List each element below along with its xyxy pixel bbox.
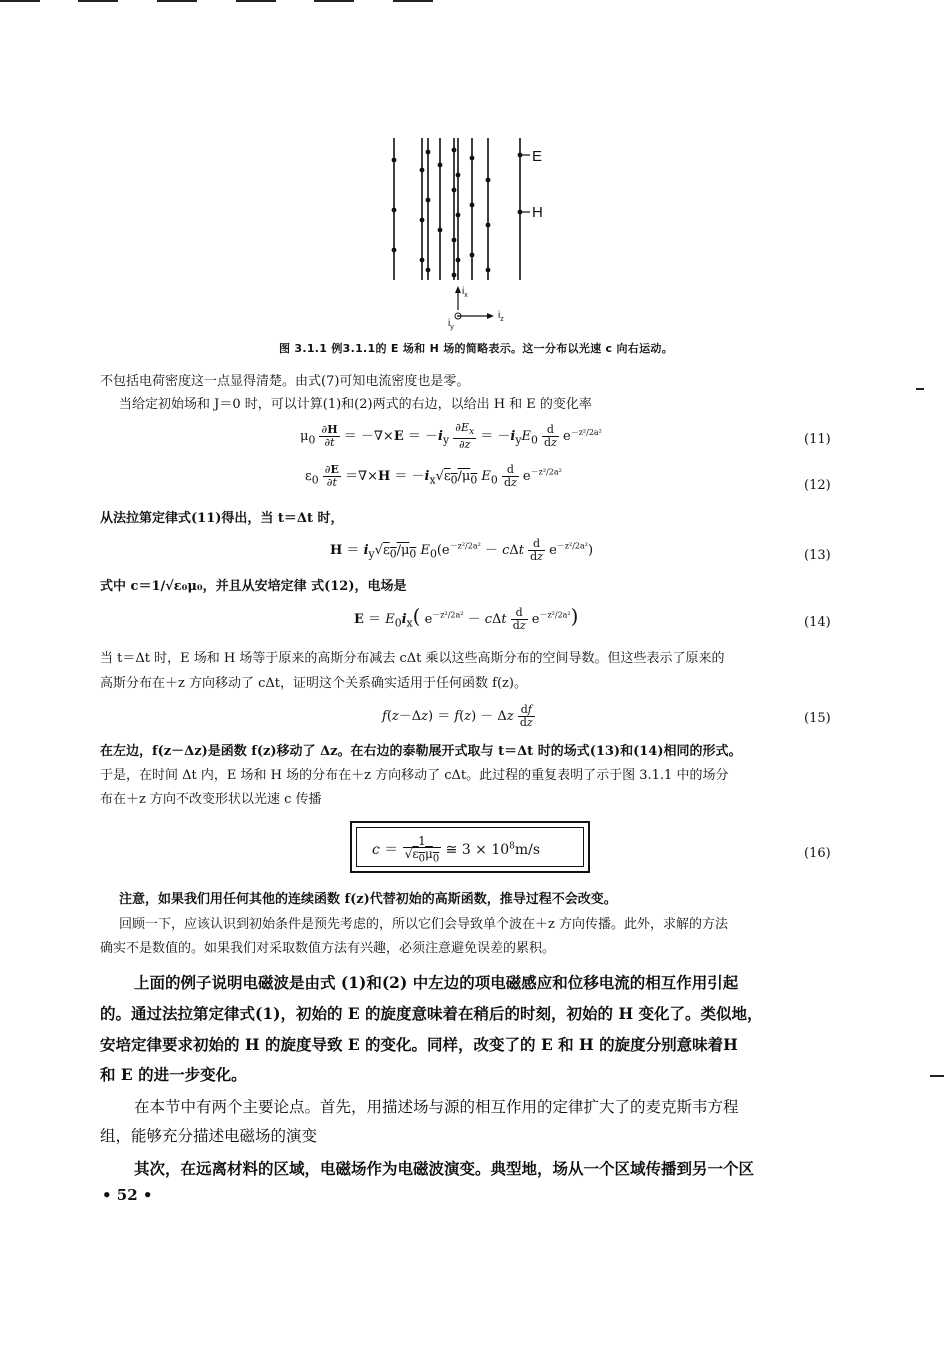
equation-16: c ＝ $\frac{1}{√\varepsilon_0\mu_0}$ ≅ $3 \times 10^8m/s$ bbox=[372, 834, 541, 865]
h-field-label: H bbox=[532, 204, 543, 221]
equation-number-11: (11) bbox=[804, 432, 831, 447]
top-rule bbox=[78, 0, 118, 2]
axis-x-label: $i_x$ bbox=[462, 286, 468, 299]
equation-12: $\varepsilon_0$ $\frac{\partial E}{\partial t}$ $=\nabla\times H = -i_x√\varepsilon_0/\mu_0$ $E_0$ $\frac{d}{dz}$ $e^{-z^2/2a^2}$ bbox=[305, 463, 562, 489]
margin-mark bbox=[930, 1075, 944, 1077]
field-figure bbox=[380, 130, 570, 340]
text-line: 回顾一下，应该认识到初始条件是预先考虑的，所以它们会导致单个波在＋z 方向传播。此外，求解的方法 bbox=[119, 917, 728, 932]
body-line: 上面的例子说明电磁波是由式 (1)和(2) 中左边的项电磁感应和位移电流的相互作用引起 bbox=[134, 973, 739, 992]
top-rule bbox=[314, 0, 354, 2]
text-line: 从法拉第定律式(11)得出，当 t＝Δt 时， bbox=[100, 511, 344, 526]
text-line: 于是，在时间 Δt 内，E 场和 H 场的分布在＋z 方向移动了 cΔt。此过程的重复表明了示于图 3.1.1 中的场分 bbox=[100, 768, 729, 783]
top-rule bbox=[0, 0, 40, 2]
text-line: 当 t＝Δt 时，E 场和 H 场等于原来的高斯分布减去 cΔt 乘以这些高斯分布的空间导数。但这些表示了原来的 bbox=[100, 651, 725, 666]
equation-number-13: (13) bbox=[804, 548, 831, 563]
text-line: 布在＋z 方向不改变形状以光速 c 传播 bbox=[100, 792, 322, 807]
text-line: 在左边，f(z－Δz)是函数 f(z)移动了 Δz。在右边的泰勒展开式取与 t＝Δt 时的场式(13)和(14)相同的形式。 bbox=[100, 744, 742, 759]
equation-14: $E = E_0i_x$( $e^{-z^2/2a^2} - c\Delta t$ $\frac{d}{dz}$ $e^{-z^2/2a^2}$) bbox=[354, 604, 579, 632]
equation-number-12: (12) bbox=[804, 478, 831, 493]
equation-number-15: (15) bbox=[804, 711, 831, 726]
body-line: 安培定律要求初始的 H 的旋度导致 E 的变化。同样，改变了的 E 和 H 的旋度分别意味着H bbox=[100, 1035, 738, 1054]
body-line: 其次，在远离材料的区域，电磁场作为电磁波演变。典型地，场从一个区域传播到另一个区 bbox=[134, 1159, 755, 1178]
text-line: 注意，如果我们用任何其他的连续函数 f(z)代替初始的高斯函数，推导过程不会改变。 bbox=[119, 892, 617, 907]
body-line: 和 E 的进一步变化。 bbox=[100, 1065, 247, 1084]
figure-caption: 图 3.1.1 例3.1.1的 E 场和 H 场的简略表示。这一分布以光速 c 向右运动。 bbox=[278, 342, 673, 355]
axis-z-label: $i_z$ bbox=[498, 310, 504, 323]
body-line: 组，能够充分描述电磁场的演变 bbox=[100, 1127, 318, 1145]
margin-mark bbox=[916, 388, 924, 390]
equation-number-14: (14) bbox=[804, 615, 831, 630]
text-line: 高斯分布在＋z 方向移动了 cΔt，证明这个关系确实适用于任何函数 f(z)。 bbox=[100, 676, 527, 691]
axis-y-label: $i_y$ bbox=[448, 318, 454, 331]
equation-number-16: (16) bbox=[804, 846, 831, 861]
text-line: 确实不是数值的。如果我们对采取数值方法有兴趣，必须注意避免误差的累积。 bbox=[100, 941, 556, 956]
top-rule bbox=[157, 0, 197, 2]
body-line: 在本节中有两个主要论点。首先，用描述场与源的相互作用的定律扩大了的麦克斯韦方程 bbox=[134, 1098, 739, 1116]
text-line: 不包括电荷密度这一点显得清楚。由式(7)可知电流密度也是零。 bbox=[100, 374, 470, 389]
top-rule bbox=[393, 0, 433, 2]
equation-11: $\mu_0$ $\frac{\partial H}{\partial t}$ ＝ $-\nabla\times E = -i_y$ $\frac{\partial E_x}{\partial z}$ ＝ $-i_yE_0$ $\frac{d}{dz}$ $e^{-z^2/2a^2}$ bbox=[300, 421, 602, 452]
page-number: • 52 • bbox=[102, 1186, 153, 1204]
equation-13: $H = i_y√\varepsilon_0/\mu_0$ $E_0(e^{-z^2/2a^2} - c\Delta t$ $\frac{d}{dz}$ $e^{-z^2/2a^2}$) bbox=[330, 537, 594, 563]
equation-15: f(z－Δz) ＝ f(z) － Δz $\frac{df}{dz}$ bbox=[382, 703, 533, 729]
text-line: 当给定初始场和 J＝0 时，可以计算(1)和(2)两式的右边，以给出 H 和 E 的变化率 bbox=[119, 397, 592, 412]
e-field-label: E bbox=[532, 148, 543, 165]
top-rule bbox=[236, 0, 276, 2]
text-line: 式中 c＝1/√ε₀μ₀，并且从安培定律 式(12)，电场是 bbox=[100, 579, 407, 594]
body-line: 的。通过法拉第定律式(1)，初始的 E 的旋度意味着在稍后的时刻，初始的 H 变化了。类似地， bbox=[100, 1004, 763, 1023]
